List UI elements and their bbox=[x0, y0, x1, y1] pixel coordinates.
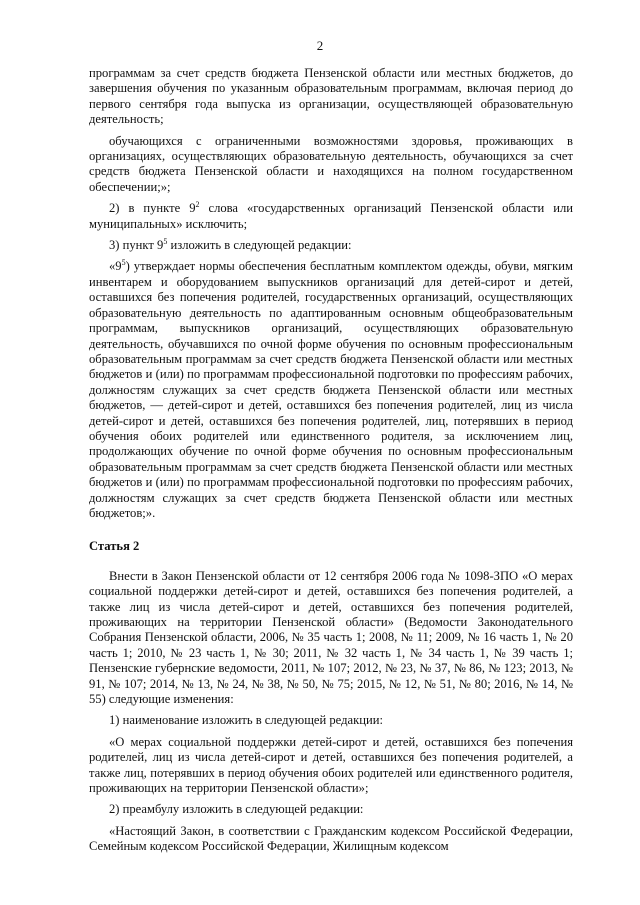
paragraph-preamble: «Настоящий Закон, в соответствии с Гражданским кодексом Российской Федерации, Семейным кодексом Российской Федерации, Жилищным кодексом bbox=[89, 823, 573, 854]
paragraph-change-2: 2) преамбулу изложить в следующей редакции: bbox=[109, 802, 364, 817]
clause-text-a: «9 bbox=[109, 259, 122, 274]
paragraph-change-1: 1) наименование изложить в следующей редакции: bbox=[109, 713, 383, 728]
paragraph-clause-9-5 bbox=[89, 259, 573, 521]
paragraph-item-3 bbox=[89, 238, 573, 253]
document-body bbox=[89, 66, 573, 861]
item-3-text-a: 3) пункт 9 bbox=[109, 238, 164, 253]
page-number: 2 bbox=[316, 38, 324, 53]
paragraph-amend-law: Внести в Закон Пензенской области от 12 сентября 2006 года № 1098-ЗПО «О мерах социальной поддержки детей-сирот и детей, оставшихся без попечения родителей, а также лиц из числа детей-сирот и детей, оставшихся без попечения родителей, проживающих на территории Пензенской области» (Ведомости Законодательного Собрания Пензенской области, 2006, № 35 часть 1; 2008, № 11; 2009, № 16 часть 1, № 20 часть 1; 2010, № 23 часть 1, № 30; 2011, № 32 часть 1, № 34 часть 1, № 39 часть 1; Пензенские губернские ведомости, 2011, № 107; 2012, № 23, № 37, № 86, № 123; 2013, № 91, № 107; 2014, № 13, № 24, № 38, № 50, № 75; 2015, № 12, № 51, № 80; 2016, № 14, № 55) следующие изменения: bbox=[89, 568, 573, 707]
item-3-text-b: изложить в следующей редакции: bbox=[167, 238, 352, 253]
clause-superscript: 5 bbox=[121, 258, 126, 268]
paragraph-disabled-students: обучающихся с ограниченными возможностями здоровья, проживающих в организациях, осуществляющих образовательную деятельность, обучающихся за счет средств бюджета Пензенской области и находящихся на полном государственном обеспечении;»; bbox=[89, 133, 573, 194]
paragraph-item-2 bbox=[89, 201, 573, 232]
paragraph-new-title: «О мерах социальной поддержки детей-сирот и детей, оставшихся без попечения родителей, лиц из числа детей-сирот и детей, оставшихся без попечения родителей, а также лиц, потерявших в период обучения обоих родителей или единственного родителя, проживающих на территории Пензенской области»; bbox=[89, 734, 573, 796]
clause-text-b: ) утверждает нормы обеспечения бесплатным комплектом одежды, обуви, мягким инвентарем и оборудованием выпускников организаций для детей-сирот и детей, оставшихся без попечения родителей, государственных организаций, осуществляющих образовательную деятельность по адаптированным основным общеобразовательным программам, выпускников организаций, осуществляющих образовательную деятельность, обучавшихся по очной форме обучения по основным профессиональным образовательным программам за счет средств бюджета Пензенской области или местных бюджетов и (или) по программам профессиональной подготовки по профессиям рабочих, должностям служащих за счет средств бюджета Пензенской области или местных бюджетов, — детей-сирот и детей, оставшихся без попечения родителей, лиц из числа детей-сирот и детей, оставшихся без попечения родителей, лиц, потерявших в период обучения обоих родителей или единственного родителя, за исключением лиц, продолжающих обучение по очной форме обучения по основным профессиональным образовательным программам за счет средств бюджета Пензенской области или местных бюджетов и (или) по программам профессиональной подготовки по профессиям рабочих, должностям служащих за счет средств бюджета Пензенской области или местных бюджетов;». bbox=[89, 259, 573, 520]
item-2-superscript: 2 bbox=[195, 200, 200, 210]
article-heading: Статья 2 bbox=[89, 539, 140, 554]
item-3-superscript: 5 bbox=[163, 237, 168, 247]
item-2-text-a: 2) в пункте 9 bbox=[109, 201, 196, 216]
paragraph-continuation: программам за счет средств бюджета Пензенской области или местных бюджетов, до завершения обучения по указанным образовательным программам, включая период до первого сентября года выпуска из организации, осуществляющей образовательную деятельность; bbox=[89, 66, 573, 127]
item-2-text-b: слова «государственных организаций Пензенской области или муниципальных» исключить; bbox=[89, 201, 573, 231]
